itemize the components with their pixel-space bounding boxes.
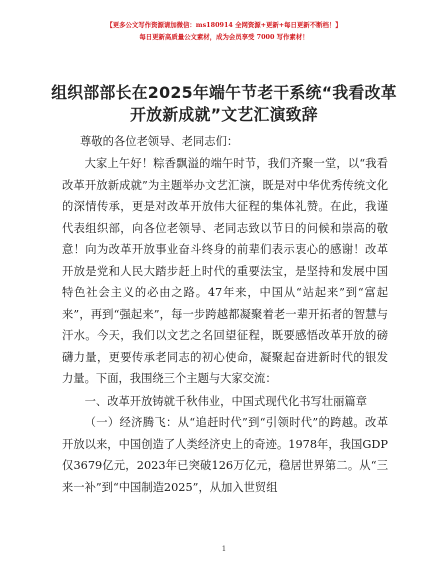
promo-banner-line2: 每日更新高质量公文素材，成为会员享受 7000 写作素材！ [139,33,309,41]
subsection-paragraph: （一）经济腾飞：从“追赶时代”到“引领时代”的跨越。改革开放以来，中国创造了人类经济史上的奇迹。1978年，我国GDP仅3679亿元，2023年已突破126万亿元，稳居世界第二。从“三来一补”到“中国制造2025”，从加入世贸组 [62,416,388,494]
salutation: 尊敬的各位老领导、老同志们： [80,135,239,148]
document-body [62,153,388,498]
opening-paragraph: 大家上午好！粽香飘溢的端午时节，我们齐聚一堂，以“我看改革开放新成就”为主题举办文艺汇演，既是对中华优秀传统文化的深情传承，更是对改革开放伟大征程的集体礼赞。在此，我谨代表组织部，向各位老领导、老同志致以节日的问候和崇高的敬意！向为改革开放事业奋斗终身的前辈们表示衷心的感谢！改革开放是党和人民大踏步赶上时代的重要法宝，是坚持和发展中国特色社会主义的必由之路。47年来，中国从“站起来”到“富起来”，再到“强起来”，每一步跨越都凝聚着老一辈开拓者的智慧与汗水。今天，我们以文艺之名回望征程，既要感悟改革开放的磅礴力量，更要传承老同志的初心使命，凝聚起奋进新时代的银发力量。下面，我围绕三个主题与大家交流： [62,157,388,385]
page-number: 1 [221,545,227,553]
section-heading: 一、改革开放铸就千秋伟业，中国式现代化书写壮丽篇章 [84,394,368,408]
document-title: 组织部部长在2025年端午节老干系统“我看改革开放新成就”文艺汇演致辞 [51,83,397,124]
promo-banner-line1: 【更多公文写作资源请加微信：ms180914 全网资源+更新+每日更新不断档！】 [106,21,342,29]
